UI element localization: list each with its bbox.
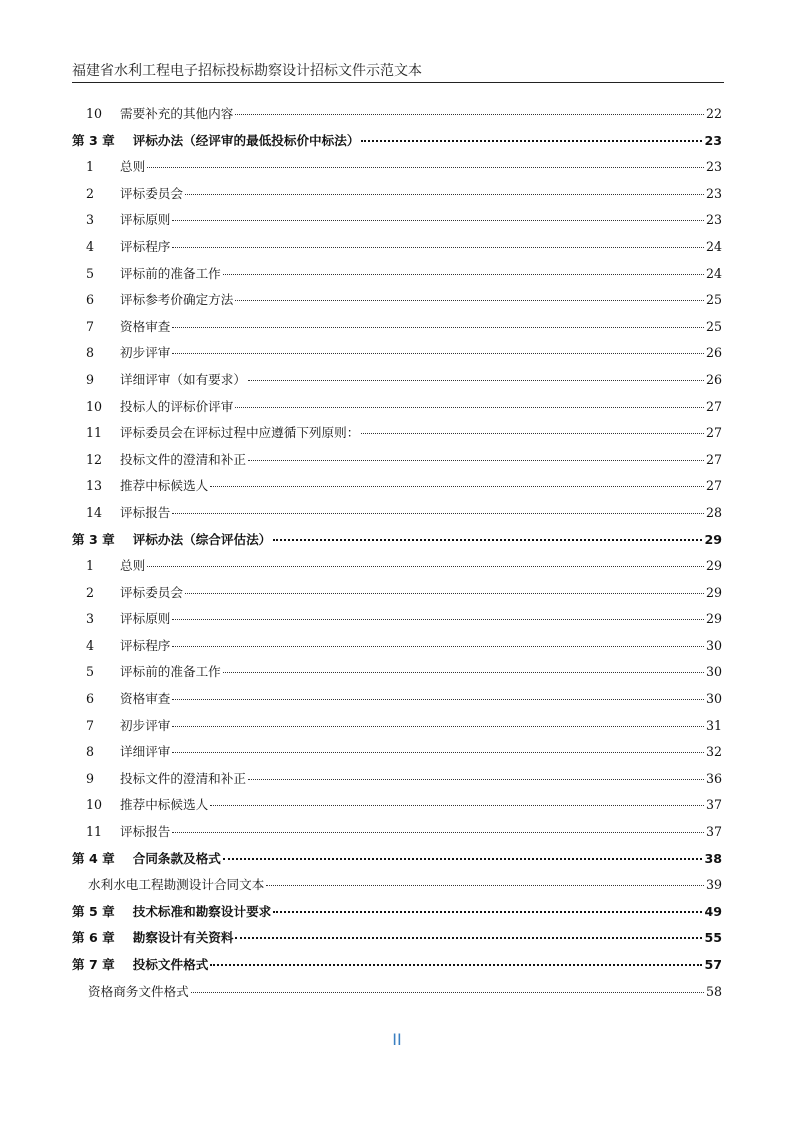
toc-leader-dots (248, 779, 704, 780)
toc-page-number: 32 (705, 744, 722, 760)
toc-page-number: 25 (705, 292, 722, 308)
toc-entry[interactable] (72, 447, 722, 474)
toc-entry[interactable] (72, 340, 722, 367)
toc-page-number: 26 (705, 345, 722, 361)
toc-number: 10 (86, 398, 103, 414)
toc-leader-dots (273, 911, 702, 913)
table-of-contents (72, 101, 722, 1005)
toc-entry[interactable] (72, 101, 722, 128)
toc-number: 12 (86, 451, 103, 467)
toc-leader-dots (361, 433, 704, 434)
toc-leader-dots (191, 992, 704, 993)
toc-entry[interactable] (72, 500, 722, 527)
toc-page-number: 23 (704, 132, 722, 148)
toc-chapter-label: 第 7 章 (72, 957, 115, 972)
toc-page-number: 37 (705, 824, 722, 840)
toc-page-number: 31 (705, 717, 722, 733)
toc-number: 9 (86, 371, 95, 387)
toc-number: 2 (86, 185, 95, 201)
toc-number: 9 (86, 770, 95, 786)
toc-title: 评标办法（经评审的最低投标价中标法） (132, 132, 360, 148)
toc-leader-dots (235, 937, 702, 939)
toc-number: 13 (86, 478, 103, 494)
toc-entry[interactable] (72, 553, 722, 580)
toc-leader-dots (223, 858, 703, 860)
toc-title: 详细评审 (120, 744, 171, 760)
toc-entry[interactable] (72, 686, 722, 713)
toc-page-number: 27 (705, 425, 722, 441)
toc-page-number: 29 (705, 611, 722, 627)
toc-leader-dots (248, 380, 704, 381)
toc-title: 总则 (120, 159, 146, 175)
toc-title: 评标委员会 (120, 185, 183, 201)
toc-page-number: 27 (705, 478, 722, 494)
header-title: 福建省水利工程电子招标投标勘察设计招标文件示范文本 (72, 63, 422, 79)
toc-entry[interactable] (72, 580, 722, 607)
toc-title: 评标报告 (120, 504, 171, 520)
toc-entry[interactable] (72, 420, 722, 447)
toc-entry[interactable] (72, 181, 722, 208)
toc-title: 初步评审 (120, 717, 171, 733)
toc-page-number: 23 (705, 185, 722, 201)
toc-page-number: 58 (705, 983, 722, 999)
toc-leader-dots (172, 646, 704, 647)
toc-page-number: 23 (705, 212, 722, 228)
toc-page-number: 29 (705, 584, 722, 600)
toc-leader-dots (172, 752, 704, 753)
toc-title: 投标文件的澄清和补正 (120, 451, 246, 467)
toc-leader-dots (235, 407, 704, 408)
toc-number: 6 (86, 292, 95, 308)
toc-leader-dots (210, 964, 702, 966)
toc-leader-dots (235, 300, 704, 301)
toc-entry[interactable] (72, 633, 722, 660)
toc-page-number: 27 (705, 451, 722, 467)
toc-leader-dots (210, 486, 704, 487)
toc-entry[interactable] (72, 766, 722, 793)
toc-chapter-entry[interactable] (72, 128, 722, 155)
toc-title: 评标办法（综合评估法） (132, 531, 272, 547)
toc-title: 资格审查 (120, 318, 171, 334)
toc-number: 8 (86, 744, 95, 760)
toc-page-number: 37 (705, 797, 722, 813)
toc-entry[interactable] (72, 234, 722, 261)
toc-leader-dots (273, 539, 702, 541)
toc-title: 评标程序 (120, 637, 171, 653)
toc-number: 2 (86, 584, 95, 600)
toc-leader-dots (223, 274, 704, 275)
toc-chapter-entry[interactable] (72, 527, 722, 554)
toc-leader-dots (172, 247, 704, 248)
toc-number: 3 (86, 611, 95, 627)
toc-entry[interactable] (72, 261, 722, 288)
toc-page-number: 49 (704, 903, 722, 919)
toc-leader-dots (223, 672, 704, 673)
toc-chapter-label: 第 4 章 (72, 850, 115, 866)
toc-leader-dots (235, 114, 704, 115)
toc-number: 4 (86, 238, 95, 254)
toc-page-number: 23 (705, 159, 722, 175)
toc-number: 8 (86, 345, 95, 361)
toc-leader-dots (172, 353, 704, 354)
toc-entry[interactable] (72, 154, 722, 181)
toc-number: 10 (86, 106, 103, 121)
toc-number: 6 (86, 691, 95, 707)
toc-leader-dots (172, 513, 704, 514)
toc-page-number: 55 (704, 930, 722, 946)
toc-page-number: 24 (705, 265, 722, 281)
toc-chapter-entry[interactable] (72, 925, 722, 952)
toc-number: 5 (86, 664, 95, 680)
toc-leader-dots (172, 619, 704, 620)
toc-chapter-entry[interactable] (72, 899, 722, 926)
toc-title: 初步评审 (120, 345, 171, 361)
running-header (72, 62, 724, 83)
toc-entry[interactable] (72, 207, 722, 234)
toc-number: 5 (86, 265, 95, 281)
toc-title: 评标委员会在评标过程中应遵循下列原则： (120, 425, 360, 441)
toc-entry[interactable] (72, 287, 722, 314)
toc-title: 合同条款及格式 (132, 850, 221, 866)
page-number: II (392, 1030, 402, 1049)
toc-title: 技术标准和勘察设计要求 (132, 903, 272, 919)
toc-number: 4 (86, 637, 95, 653)
toc-title: 推荐中标候选人 (120, 478, 209, 494)
toc-chapter-label: 第 3 章 (72, 132, 115, 148)
toc-title: 详细评审（如有要求） (120, 371, 246, 387)
toc-leader-dots (172, 699, 704, 700)
toc-page-number: 24 (705, 238, 722, 254)
toc-title: 投标文件格式 (132, 957, 209, 972)
toc-title: 推荐中标候选人 (120, 797, 209, 813)
toc-page-number: 38 (704, 850, 722, 866)
toc-leader-dots (172, 726, 704, 727)
toc-entry[interactable] (72, 872, 722, 899)
toc-entry[interactable] (72, 314, 722, 341)
toc-leader-dots (248, 460, 704, 461)
toc-number: 1 (86, 159, 95, 175)
toc-title: 评标前的准备工作 (120, 664, 221, 680)
toc-number: 3 (86, 212, 95, 228)
toc-entry[interactable] (72, 819, 722, 846)
toc-title: 评标原则 (120, 212, 171, 228)
toc-title: 评标报告 (120, 824, 171, 840)
toc-entry[interactable] (72, 659, 722, 686)
toc-entry[interactable] (72, 713, 722, 740)
toc-entry[interactable] (72, 606, 722, 633)
toc-page-number: 30 (705, 637, 722, 653)
toc-title: 水利水电工程勘测设计合同文本 (88, 877, 265, 893)
toc-number: 11 (86, 824, 103, 840)
toc-page-number: 57 (704, 957, 722, 972)
toc-title: 资格商务文件格式 (88, 983, 189, 999)
toc-chapter-entry[interactable] (72, 846, 722, 873)
toc-chapter-label: 第 5 章 (72, 903, 115, 919)
toc-title: 评标前的准备工作 (120, 265, 221, 281)
toc-leader-dots (172, 220, 704, 221)
toc-leader-dots (266, 885, 704, 886)
toc-number: 7 (86, 717, 95, 733)
toc-page-number: 29 (705, 558, 722, 574)
toc-title: 总则 (120, 558, 146, 574)
toc-number: 14 (86, 504, 103, 520)
toc-page-number: 36 (705, 770, 722, 786)
toc-title: 评标参考价确定方法 (120, 292, 234, 308)
toc-title: 投标人的评标价评审 (120, 398, 234, 414)
toc-title: 需要补充的其他内容 (120, 106, 234, 121)
toc-entry[interactable] (72, 739, 722, 766)
toc-page-number: 26 (705, 371, 722, 387)
toc-chapter-label: 第 3 章 (72, 531, 115, 547)
toc-chapter-entry[interactable] (72, 952, 722, 979)
toc-page-number: 28 (705, 504, 722, 520)
toc-title: 投标文件的澄清和补正 (120, 770, 246, 786)
toc-entry[interactable] (72, 394, 722, 421)
toc-leader-dots (185, 593, 704, 594)
toc-entry[interactable] (72, 473, 722, 500)
toc-title: 评标原则 (120, 611, 171, 627)
toc-entry[interactable] (72, 367, 722, 394)
toc-leader-dots (172, 327, 704, 328)
toc-number: 11 (86, 425, 103, 441)
toc-page-number: 29 (704, 531, 722, 547)
toc-leader-dots (147, 566, 704, 567)
toc-page-number: 30 (705, 691, 722, 707)
toc-page-number: 22 (705, 106, 722, 121)
toc-number: 10 (86, 797, 103, 813)
toc-chapter-label: 第 6 章 (72, 930, 115, 946)
toc-leader-dots (210, 805, 704, 806)
toc-number: 1 (86, 558, 95, 574)
toc-page-number: 30 (705, 664, 722, 680)
toc-entry[interactable] (72, 979, 722, 1006)
toc-title: 资格审查 (120, 691, 171, 707)
toc-page-number: 25 (705, 318, 722, 334)
toc-title: 勘察设计有关资料 (132, 930, 234, 946)
toc-leader-dots (361, 140, 702, 142)
toc-title: 评标程序 (120, 238, 171, 254)
toc-page-number: 27 (705, 398, 722, 414)
toc-leader-dots (185, 194, 704, 195)
toc-entry[interactable] (72, 792, 722, 819)
toc-leader-dots (147, 167, 704, 168)
toc-number: 7 (86, 318, 95, 334)
toc-page-number: 39 (705, 877, 722, 893)
toc-leader-dots (172, 832, 704, 833)
toc-title: 评标委员会 (120, 584, 183, 600)
